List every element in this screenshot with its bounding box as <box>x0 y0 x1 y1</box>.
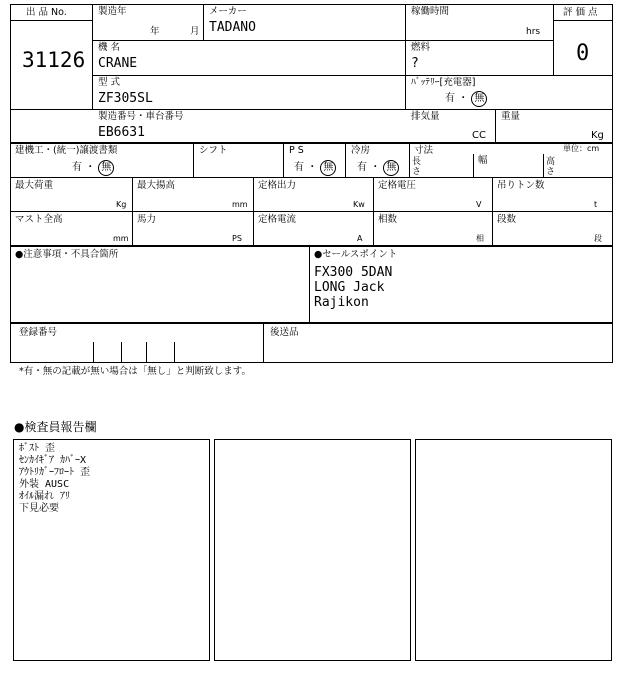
delivery-label: 後送品 <box>270 327 299 338</box>
serial-value: EB6631 <box>98 125 145 140</box>
cert-yes-no <box>72 160 114 176</box>
rated-voltage-label: 定格電圧 <box>378 180 417 191</box>
inspector-title: ●検査員報告欄 <box>14 420 97 434</box>
year-label: 製造年 <box>98 6 127 17</box>
ps-yes-no <box>294 160 336 176</box>
sales-line-3: Rajikon <box>314 295 369 310</box>
hp-unit: PS <box>232 234 242 243</box>
cert-no-circled: 無 <box>98 160 114 176</box>
rated-output-unit: Kw <box>353 200 365 209</box>
year-unit: 年 <box>150 26 160 37</box>
hp-label: 馬力 <box>137 214 157 225</box>
header-block <box>10 4 613 143</box>
cert-dot: ・ <box>85 162 96 173</box>
max-lift-label: 最大揚高 <box>137 180 176 191</box>
mast-unit: mm <box>113 234 129 243</box>
battery-no-circled: 無 <box>471 91 487 107</box>
steps-unit: 段 <box>594 234 602 243</box>
height-label: 高 さ <box>546 157 556 177</box>
rated-current-label: 定格電流 <box>258 214 297 225</box>
inspector-box-2 <box>214 439 411 661</box>
inspector-line-1: ﾎﾞｽﾄ 歪 <box>19 443 56 454</box>
hoist-unit: t <box>594 200 598 209</box>
battery-dot: ・ <box>458 93 469 104</box>
battery-yes-no <box>445 91 487 107</box>
inspector-line-2: ｾﾝｶｲｷﾞｱ ｶﾊﾞｰX <box>19 455 87 466</box>
fuel-value: ? <box>411 56 419 71</box>
sales-line-1: FX300 5DAN <box>314 265 393 280</box>
cert-label: 建機工・(統一)譲渡書類 <box>15 145 118 156</box>
month-unit: 月 <box>190 26 200 37</box>
steps-label: 段数 <box>497 214 517 225</box>
cooler-dot: ・ <box>370 162 381 173</box>
model-name-value: CRANE <box>98 56 138 71</box>
rated-output-label: 定格出力 <box>258 180 297 191</box>
lot-number: 31126 <box>22 48 86 72</box>
weight-label: 重量 <box>501 111 521 122</box>
ps-no-circled: 無 <box>320 160 336 176</box>
max-lift-unit: mm <box>232 200 248 209</box>
caution-label: ●注意事項・不具合箇所 <box>15 249 119 260</box>
serial-label: 製造番号・車台番号 <box>98 111 184 122</box>
ps-label: P S <box>289 145 304 156</box>
dim-label: 寸法 <box>414 145 434 156</box>
phase-unit: 相 <box>476 234 484 243</box>
max-load-label: 最大荷重 <box>15 180 54 191</box>
hours-label: 稼働時間 <box>411 6 450 17</box>
inspector-line-4: 外装 AUSC <box>19 479 70 490</box>
width-label: 幅 <box>478 155 488 166</box>
cert-yes: 有 <box>72 162 82 173</box>
rated-voltage-unit: V <box>476 200 482 209</box>
displacement-label: 排気量 <box>411 111 440 122</box>
type-value: ZF305SL <box>98 91 153 106</box>
type-label: 型 式 <box>98 77 121 88</box>
grade-value: 0 <box>576 41 590 66</box>
registration-label: 登録番号 <box>19 327 58 338</box>
maker-label: メーカー <box>209 6 247 17</box>
inspector-line-3: ｱｳﾄﾘｶﾞｰﾌﾛｰﾄ 歪 <box>19 467 91 478</box>
sales-point-label: ●セールスポイント <box>314 249 398 260</box>
footnote: *有・無の記載が無い場合は「無し」と判断致します。 <box>19 366 251 377</box>
inspector-box-3 <box>415 439 612 661</box>
cooler-yes: 有 <box>357 162 367 173</box>
registration-block <box>10 323 613 363</box>
cooler-label: 冷房 <box>351 145 371 156</box>
hoist-label: 吊りトン数 <box>497 180 545 191</box>
length-label: 長 さ <box>412 157 422 177</box>
lot-label: 出 品 No. <box>26 7 67 18</box>
inspector-line-6: 下見必要 <box>19 503 59 514</box>
mast-label: マスト全高 <box>15 214 63 225</box>
sales-line-2: LONG Jack <box>314 280 385 295</box>
cooler-yes-no <box>357 160 399 176</box>
shift-label: シフト <box>199 145 228 156</box>
displacement-unit: CC <box>472 130 486 141</box>
maker-value: TADANO <box>209 20 256 35</box>
battery-label: ﾊﾞｯﾃﾘｰ[充電器] <box>411 77 476 88</box>
phase-label: 相数 <box>378 214 398 225</box>
weight-unit: Kg <box>591 130 604 141</box>
max-load-unit: Kg <box>116 200 127 209</box>
hours-unit: hrs <box>526 27 541 37</box>
battery-yes: 有 <box>445 93 455 104</box>
ps-yes: 有 <box>294 162 304 173</box>
unit-note: 単位：cm <box>563 144 600 153</box>
model-name-label: 機 名 <box>98 42 121 53</box>
grade-label: 評 価 点 <box>563 7 598 18</box>
ps-dot: ・ <box>307 162 318 173</box>
spec-grid <box>10 143 613 246</box>
inspector-line-5: ｵｲﾙ漏れ ｱﾘ <box>19 491 71 502</box>
rated-current-unit: A <box>357 234 363 243</box>
fuel-label: 燃料 <box>411 42 431 53</box>
cooler-no-circled: 無 <box>383 160 399 176</box>
